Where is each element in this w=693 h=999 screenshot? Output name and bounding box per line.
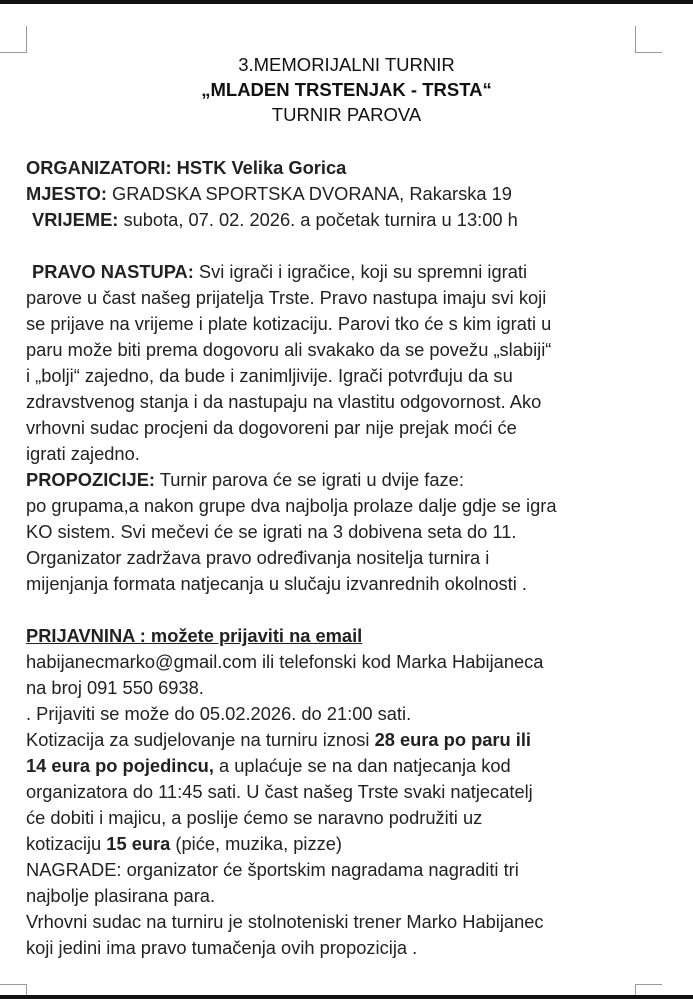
- corner-mark-top-right: [635, 26, 662, 53]
- vrijeme-line: [26, 207, 666, 233]
- prijavnina-heading: PRIJAVNINA : možete prijaviti na email: [26, 625, 363, 646]
- phone-line: na broj 091 550 6938.: [26, 677, 204, 698]
- paragraph-line: parove u čast našeg prijatelja Trste. Pravo nastupa imaju svi koji: [26, 287, 547, 308]
- paragraph-line: mijenjanja formata natjecanja u slučaju izvanrednih okolnosti .: [26, 573, 527, 594]
- mjesto-value: GRADSKA SPORTSKA DVORANA, Rakarska 19: [106, 183, 512, 204]
- vrijeme-label: VRIJEME:: [32, 209, 119, 230]
- paragraph-line: će dobiti i majicu, a poslije ćemo se naravno podružiti uz: [26, 807, 483, 828]
- kotizacija-text: (piće, muzika, pizze): [170, 833, 343, 854]
- kotizacija-single-price: 14 eura po pojedincu,: [26, 755, 214, 776]
- pravo-nastupa-label: PRAVO NASTUPA:: [32, 261, 194, 282]
- corner-mark-top-left: [0, 26, 27, 53]
- paragraph-line: se prijave na vrijeme i plate kotizaciju. Parovi tko će s kim igrati u: [26, 313, 552, 334]
- title-line-2: „MLADEN TRSTENJAK - TRSTA“: [201, 79, 492, 100]
- top-border: [0, 0, 693, 4]
- paragraph-line: i „bolji“ zajedno, da bude i zanimljivije. Igrači potvrđuju da su: [26, 365, 513, 386]
- nagrade-label: NAGRADE: [26, 859, 117, 880]
- kotizacija-text: a uplaćuje se na dan natjecanja kod: [213, 755, 511, 776]
- kotizacija-line-1: [26, 727, 666, 753]
- paragraph-line: najbolje plasirana para.: [26, 885, 216, 906]
- kotizacija-text: kotizaciju: [26, 833, 107, 854]
- organizatori-label: ORGANIZATORI:: [26, 157, 172, 178]
- paragraph-line: igrati zajedno.: [26, 443, 140, 464]
- document-title: [0, 52, 693, 127]
- pravo-nastupa-text: Svi igrači i igračice, koji su spremni igrati: [193, 261, 528, 282]
- mjesto-label: MJESTO:: [26, 183, 107, 204]
- vrijeme-value: subota, 07. 02. 2026. a početak turnira u 13:00 h: [118, 209, 518, 230]
- paragraph-line: paru može biti prema dogovoru ali svakako da se povežu „slabiji“: [26, 339, 552, 360]
- propozicije-label: PROPOZICIJE:: [26, 469, 156, 490]
- bottom-border: [0, 995, 693, 999]
- document-body: [26, 155, 666, 961]
- paragraph-line: organizatora do 11:45 sati. U čast našeg Trste svaki natjecatelj: [26, 781, 533, 802]
- propozicije-line-1: [26, 467, 666, 493]
- paragraph-line: vrhovni sudac procjeni da dogovoreni par nije prejak moći će: [26, 417, 517, 438]
- paragraph-line: Organizator zadržava pravo određivanja nositelja turnira i: [26, 547, 490, 568]
- nagrade-text: : organizator će športskim nagradama nagraditi tri: [116, 859, 519, 880]
- kotizacija-extra-price: 15 eura: [106, 833, 171, 854]
- paragraph-line: Vrhovni sudac na turniru je stolnoteniski trener Marko Habijanec: [26, 911, 544, 932]
- paragraph-line: zdravstvenog stanja i da nastupaju na vlastitu odgovornost. Ako: [26, 391, 542, 412]
- pravo-nastupa-line-1: [26, 259, 666, 285]
- kotizacija-pair-price: 28 eura po paru ili: [374, 729, 532, 750]
- organizatori-line: [26, 155, 666, 181]
- paragraph-line: po grupama,a nakon grupe dva najbolja prolaze dalje gdje se igra: [26, 495, 557, 516]
- deadline-line: . Prijaviti se može do 05.02.2026. do 21:00 sati.: [26, 703, 412, 724]
- paragraph-line: koji jedini ima pravo tumačenja ovih propozicija .: [26, 937, 418, 958]
- nagrade-line-1: [26, 857, 666, 883]
- organizatori-value: HSTK Velika Gorica: [171, 157, 347, 178]
- mjesto-line: [26, 181, 666, 207]
- kotizacija-line-2: [26, 753, 666, 779]
- title-line-1: 3.MEMORIJALNI TURNIR: [238, 54, 455, 75]
- kotizacija-text: Kotizacija za sudjelovanje na turniru iznosi: [26, 729, 375, 750]
- email-line: habijanecmarko@gmail.com ili telefonski kod Marka Habijaneca: [26, 651, 544, 672]
- title-line-3: TURNIR PAROVA: [271, 104, 422, 125]
- kotizacija-line-5: [26, 831, 666, 857]
- propozicije-text: Turnir parova će se igrati u dvije faze:: [155, 469, 464, 490]
- paragraph-line: KO sistem. Svi mečevi će se igrati na 3 dobivena seta do 11.: [26, 521, 517, 542]
